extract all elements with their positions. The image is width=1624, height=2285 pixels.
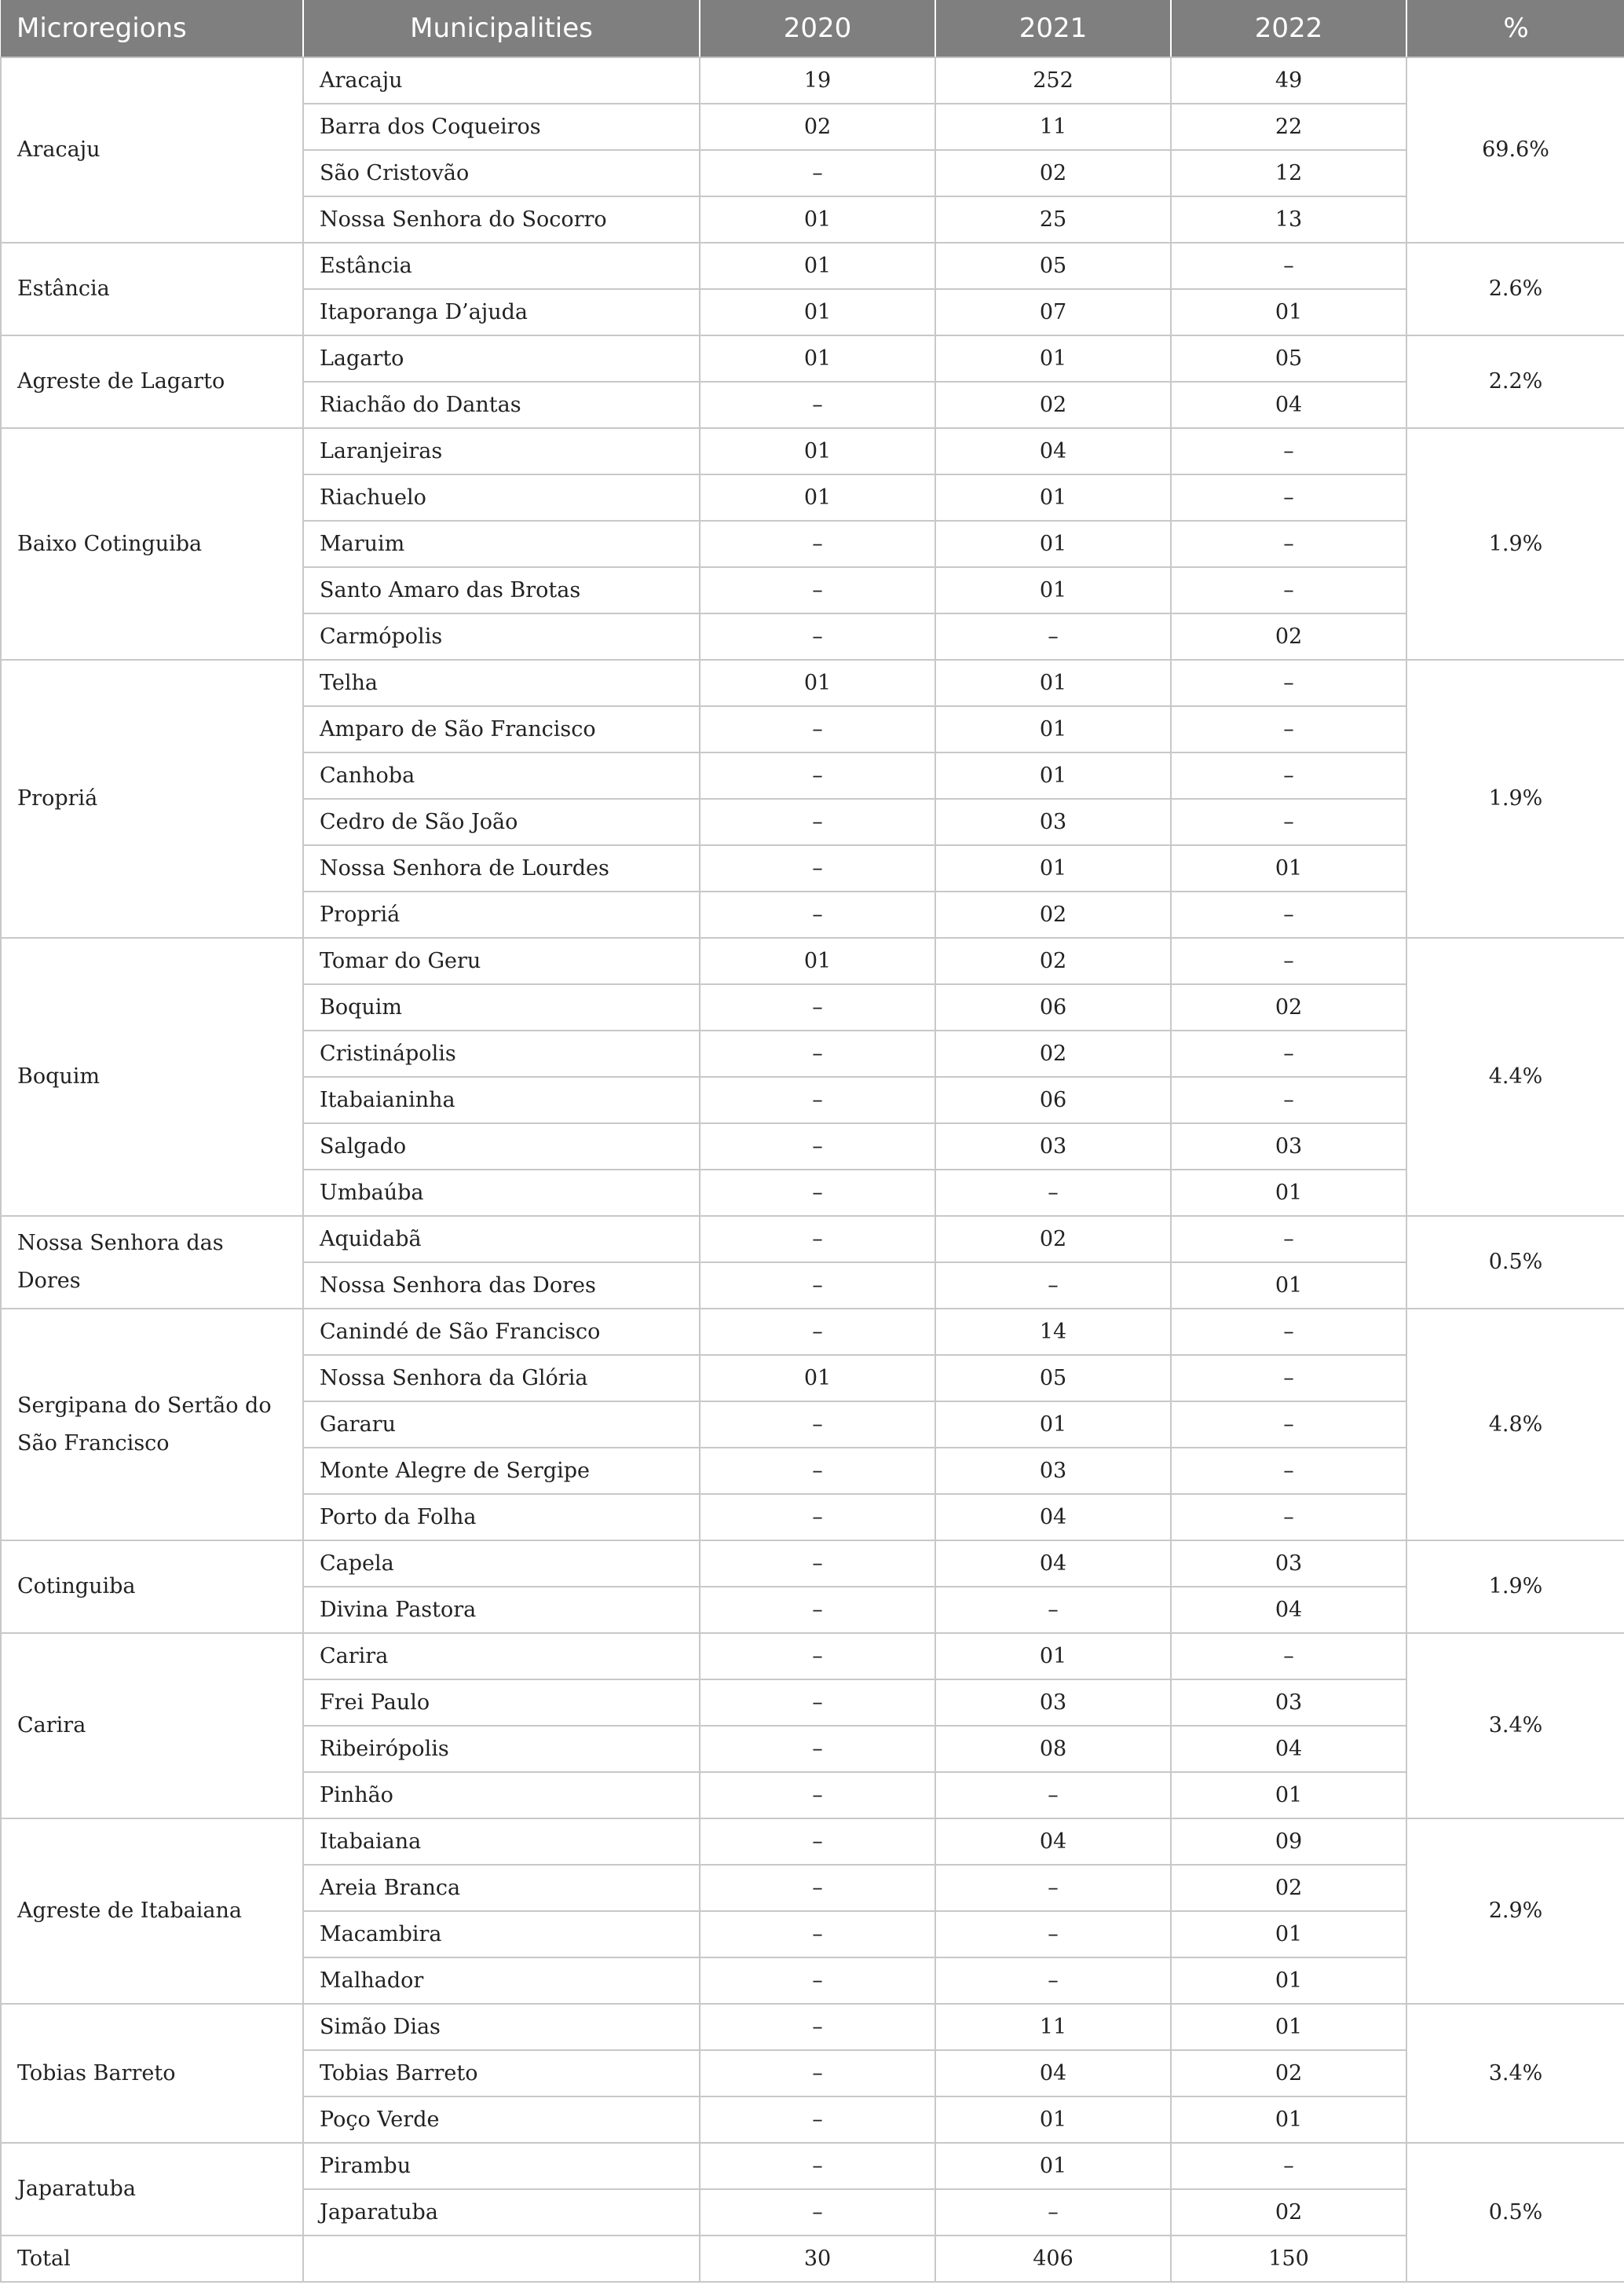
municipality-cell: Barra dos Coqueiros	[303, 104, 700, 150]
microregion-cell: Carira	[1, 1633, 303, 1818]
value-2021-cell: 01	[935, 753, 1171, 799]
table-row	[1, 2004, 1624, 2050]
value-2022-cell: 13	[1171, 196, 1406, 243]
value-2020-cell: –	[700, 613, 935, 660]
value-2021-cell: 02	[935, 150, 1171, 196]
total-2021-cell: 406	[935, 2236, 1171, 2282]
value-2020-cell: 01	[700, 660, 935, 706]
value-2021-cell: 14	[935, 1309, 1171, 1355]
value-2020-cell: 01	[700, 289, 935, 335]
value-2022-cell: 02	[1171, 2189, 1406, 2236]
value-2022-cell: 01	[1171, 1170, 1406, 1216]
value-2021-cell: 02	[935, 892, 1171, 938]
municipality-cell: Riachuelo	[303, 474, 700, 521]
municipality-cell: Divina Pastora	[303, 1587, 700, 1633]
municipality-cell: Tobias Barreto	[303, 2050, 700, 2096]
value-2021-cell: 01	[935, 1633, 1171, 1679]
value-2022-cell: 04	[1171, 1726, 1406, 1772]
value-2022-cell: 09	[1171, 1818, 1406, 1865]
value-2021-cell: –	[935, 1587, 1171, 1633]
microregion-cell: Agreste de Itabaiana	[1, 1818, 303, 2004]
value-2022-cell: 05	[1171, 335, 1406, 382]
value-2022-cell: 01	[1171, 845, 1406, 892]
value-2021-cell: –	[935, 1865, 1171, 1911]
value-2022-cell: 02	[1171, 613, 1406, 660]
value-2020-cell: –	[700, 1633, 935, 1679]
value-2020-cell: –	[700, 1494, 935, 1540]
value-2022-cell: –	[1171, 1448, 1406, 1494]
value-2021-cell: 04	[935, 1818, 1171, 1865]
municipality-cell: Canhoba	[303, 753, 700, 799]
microregion-cell: Japaratuba	[1, 2143, 303, 2236]
value-2020-cell: –	[700, 2050, 935, 2096]
value-2021-cell: 01	[935, 567, 1171, 613]
header-percent: %	[1406, 0, 1624, 57]
municipality-cell: Propriá	[303, 892, 700, 938]
value-2022-cell: 01	[1171, 1772, 1406, 1818]
table-row	[1, 1540, 1624, 1587]
value-2022-cell: 02	[1171, 1865, 1406, 1911]
microregion-cell: Aracaju	[1, 57, 303, 243]
value-2022-cell: 04	[1171, 382, 1406, 428]
municipality-cell: Monte Alegre de Sergipe	[303, 1448, 700, 1494]
value-2021-cell: 06	[935, 984, 1171, 1031]
value-2020-cell: –	[700, 706, 935, 753]
microregion-cell: Agreste de Lagarto	[1, 335, 303, 428]
value-2021-cell: –	[935, 1772, 1171, 1818]
municipality-cell: Japaratuba	[303, 2189, 700, 2236]
municipality-cell: Nossa Senhora de Lourdes	[303, 845, 700, 892]
municipality-cell: Nossa Senhora do Socorro	[303, 196, 700, 243]
value-2022-cell: 49	[1171, 57, 1406, 104]
municipality-cell: Itaporanga D’ajuda	[303, 289, 700, 335]
value-2022-cell: 03	[1171, 1679, 1406, 1726]
percent-cell: 0.5%	[1406, 1216, 1624, 1309]
value-2020-cell: –	[700, 1679, 935, 1726]
table-row	[1, 660, 1624, 706]
value-2022-cell: –	[1171, 567, 1406, 613]
value-2022-cell: –	[1171, 1031, 1406, 1077]
table-header	[1, 0, 1624, 57]
municipality-cell: Poço Verde	[303, 2096, 700, 2143]
municipality-cell: Laranjeiras	[303, 428, 700, 474]
value-2022-cell: –	[1171, 2143, 1406, 2189]
value-2020-cell: –	[700, 2004, 935, 2050]
municipality-cell: São Cristovão	[303, 150, 700, 196]
value-2021-cell: 04	[935, 428, 1171, 474]
value-2022-cell: 01	[1171, 1911, 1406, 1957]
value-2020-cell: –	[700, 1123, 935, 1170]
value-2020-cell: –	[700, 1726, 935, 1772]
value-2020-cell: –	[700, 1077, 935, 1123]
value-2022-cell: 01	[1171, 1262, 1406, 1309]
value-2020-cell: –	[700, 1216, 935, 1262]
value-2020-cell: –	[700, 150, 935, 196]
value-2020-cell: –	[700, 1448, 935, 1494]
municipality-cell: Pirambu	[303, 2143, 700, 2189]
value-2021-cell: 07	[935, 289, 1171, 335]
value-2020-cell: –	[700, 1911, 935, 1957]
percent-cell: 2.6%	[1406, 243, 1624, 335]
value-2021-cell: –	[935, 1957, 1171, 2004]
value-2022-cell: 01	[1171, 2004, 1406, 2050]
municipality-cell: Riachão do Dantas	[303, 382, 700, 428]
value-2020-cell: –	[700, 1170, 935, 1216]
total-municipality-cell	[303, 2236, 700, 2282]
value-2022-cell: 22	[1171, 104, 1406, 150]
value-2022-cell: –	[1171, 1077, 1406, 1123]
total-label: Total	[1, 2236, 303, 2282]
table-row	[1, 1818, 1624, 1865]
value-2021-cell: 04	[935, 1540, 1171, 1587]
header-row	[1, 0, 1624, 57]
header-2020: 2020	[700, 0, 935, 57]
municipality-cell: Lagarto	[303, 335, 700, 382]
value-2022-cell: –	[1171, 660, 1406, 706]
municipality-cell: Simão Dias	[303, 2004, 700, 2050]
microregion-cell: Boquim	[1, 938, 303, 1216]
value-2020-cell: –	[700, 845, 935, 892]
value-2022-cell: –	[1171, 428, 1406, 474]
value-2020-cell: –	[700, 1957, 935, 2004]
value-2020-cell: 02	[700, 104, 935, 150]
value-2021-cell: 05	[935, 243, 1171, 289]
table-row	[1, 2143, 1624, 2189]
percent-cell: 4.8%	[1406, 1309, 1624, 1540]
municipality-cell: Estância	[303, 243, 700, 289]
value-2021-cell: 03	[935, 799, 1171, 845]
value-2020-cell: –	[700, 892, 935, 938]
municipality-cell: Malhador	[303, 1957, 700, 2004]
value-2022-cell: 02	[1171, 984, 1406, 1031]
value-2021-cell: 01	[935, 1401, 1171, 1448]
table-row	[1, 428, 1624, 474]
table-row	[1, 1633, 1624, 1679]
municipality-cell: Telha	[303, 660, 700, 706]
microregion-cell: Cotinguiba	[1, 1540, 303, 1633]
table-row	[1, 57, 1624, 104]
municipality-cell: Porto da Folha	[303, 1494, 700, 1540]
table-row	[1, 938, 1624, 984]
value-2020-cell: –	[700, 1772, 935, 1818]
value-2022-cell: –	[1171, 1309, 1406, 1355]
municipality-cell: Aracaju	[303, 57, 700, 104]
percent-cell: 1.9%	[1406, 428, 1624, 660]
value-2022-cell: 02	[1171, 2050, 1406, 2096]
value-2020-cell: –	[700, 753, 935, 799]
municipality-cell: Maruim	[303, 521, 700, 567]
value-2022-cell: –	[1171, 799, 1406, 845]
percent-cell: 3.4%	[1406, 1633, 1624, 1818]
microregion-cell: Baixo Cotinguiba	[1, 428, 303, 660]
value-2020-cell: –	[700, 2096, 935, 2143]
value-2021-cell: 02	[935, 1216, 1171, 1262]
municipality-cell: Capela	[303, 1540, 700, 1587]
municipality-cell: Itabaiana	[303, 1818, 700, 1865]
municipality-cell: Pinhão	[303, 1772, 700, 1818]
municipality-cell: Itabaianinha	[303, 1077, 700, 1123]
value-2020-cell: –	[700, 1540, 935, 1587]
value-2021-cell: 01	[935, 2143, 1171, 2189]
value-2021-cell: 04	[935, 1494, 1171, 1540]
municipality-cell: Macambira	[303, 1911, 700, 1957]
value-2022-cell: –	[1171, 521, 1406, 567]
value-2020-cell: –	[700, 1401, 935, 1448]
value-2022-cell: –	[1171, 892, 1406, 938]
value-2022-cell: –	[1171, 938, 1406, 984]
value-2022-cell: –	[1171, 474, 1406, 521]
table-body	[1, 57, 1624, 2282]
table-row	[1, 243, 1624, 289]
value-2022-cell: 04	[1171, 1587, 1406, 1633]
municipality-cell: Aquidabã	[303, 1216, 700, 1262]
value-2021-cell: –	[935, 1262, 1171, 1309]
value-2020-cell: –	[700, 984, 935, 1031]
value-2022-cell: –	[1171, 753, 1406, 799]
value-2021-cell: 02	[935, 1031, 1171, 1077]
value-2020-cell: –	[700, 799, 935, 845]
value-2021-cell: 03	[935, 1679, 1171, 1726]
value-2020-cell: 01	[700, 938, 935, 984]
municipality-cell: Umbaúba	[303, 1170, 700, 1216]
municipality-cell: Areia Branca	[303, 1865, 700, 1911]
value-2020-cell: 01	[700, 1355, 935, 1401]
municipality-cell: Boquim	[303, 984, 700, 1031]
header-2022: 2022	[1171, 0, 1406, 57]
value-2022-cell: –	[1171, 1355, 1406, 1401]
value-2021-cell: 11	[935, 104, 1171, 150]
value-2022-cell: 03	[1171, 1540, 1406, 1587]
value-2021-cell: –	[935, 1170, 1171, 1216]
value-2020-cell: 01	[700, 428, 935, 474]
table-row	[1, 1309, 1624, 1355]
value-2020-cell: –	[700, 567, 935, 613]
municipality-cell: Amparo de São Francisco	[303, 706, 700, 753]
value-2021-cell: 05	[935, 1355, 1171, 1401]
value-2020-cell: –	[700, 1262, 935, 1309]
value-2022-cell: 01	[1171, 289, 1406, 335]
value-2020-cell: –	[700, 2143, 935, 2189]
value-2021-cell: 06	[935, 1077, 1171, 1123]
value-2020-cell: –	[700, 1309, 935, 1355]
value-2021-cell: 02	[935, 382, 1171, 428]
microregion-cell: Propriá	[1, 660, 303, 938]
microregion-cell: Tobias Barreto	[1, 2004, 303, 2143]
value-2022-cell: 12	[1171, 150, 1406, 196]
value-2022-cell: –	[1171, 1494, 1406, 1540]
percent-cell: 4.4%	[1406, 938, 1624, 1216]
percent-cell: 2.9%	[1406, 1818, 1624, 2004]
municipality-cell: Cristinápolis	[303, 1031, 700, 1077]
value-2020-cell: 01	[700, 196, 935, 243]
value-2021-cell: 01	[935, 474, 1171, 521]
percent-cell: 2.2%	[1406, 335, 1624, 428]
value-2020-cell: 01	[700, 335, 935, 382]
value-2021-cell: 08	[935, 1726, 1171, 1772]
microregion-cell: Sergipana do Sertão do São Francisco	[1, 1309, 303, 1540]
value-2021-cell: –	[935, 613, 1171, 660]
value-2021-cell: 01	[935, 521, 1171, 567]
value-2020-cell: –	[700, 1818, 935, 1865]
municipality-cell: Ribeirópolis	[303, 1726, 700, 1772]
municipality-cell: Tomar do Geru	[303, 938, 700, 984]
municipality-cell: Nossa Senhora das Dores	[303, 1262, 700, 1309]
value-2021-cell: 02	[935, 938, 1171, 984]
municipality-cell: Santo Amaro das Brotas	[303, 567, 700, 613]
header-microregions: Microregions	[1, 0, 303, 57]
municipality-cell: Gararu	[303, 1401, 700, 1448]
value-2021-cell: 01	[935, 2096, 1171, 2143]
total-row	[1, 2236, 1624, 2282]
value-2020-cell: 01	[700, 474, 935, 521]
value-2020-cell: 01	[700, 243, 935, 289]
value-2021-cell: 04	[935, 2050, 1171, 2096]
value-2021-cell: 01	[935, 335, 1171, 382]
municipality-cell: Carira	[303, 1633, 700, 1679]
percent-cell: 69.6%	[1406, 57, 1624, 243]
percent-cell: 1.9%	[1406, 1540, 1624, 1633]
value-2022-cell: –	[1171, 1401, 1406, 1448]
municipality-cell: Frei Paulo	[303, 1679, 700, 1726]
value-2022-cell: 03	[1171, 1123, 1406, 1170]
municipality-cell: Cedro de São João	[303, 799, 700, 845]
value-2022-cell: –	[1171, 243, 1406, 289]
value-2020-cell: –	[700, 1587, 935, 1633]
value-2022-cell: –	[1171, 706, 1406, 753]
value-2021-cell: 03	[935, 1123, 1171, 1170]
value-2021-cell: 01	[935, 845, 1171, 892]
value-2021-cell: 01	[935, 660, 1171, 706]
value-2021-cell: 252	[935, 57, 1171, 104]
municipality-cell: Nossa Senhora da Glória	[303, 1355, 700, 1401]
header-2021: 2021	[935, 0, 1171, 57]
total-2022-cell: 150	[1171, 2236, 1406, 2282]
value-2021-cell: 25	[935, 196, 1171, 243]
table-row	[1, 335, 1624, 382]
value-2022-cell: –	[1171, 1216, 1406, 1262]
value-2022-cell: 01	[1171, 2096, 1406, 2143]
municipality-cell: Carmópolis	[303, 613, 700, 660]
microregion-cell: Estância	[1, 243, 303, 335]
total-2020-cell: 30	[700, 2236, 935, 2282]
municipality-cell: Canindé de São Francisco	[303, 1309, 700, 1355]
value-2021-cell: 11	[935, 2004, 1171, 2050]
percent-cell: 1.9%	[1406, 660, 1624, 938]
value-2021-cell: 03	[935, 1448, 1171, 1494]
value-2020-cell: –	[700, 1865, 935, 1911]
value-2021-cell: –	[935, 2189, 1171, 2236]
value-2020-cell: 19	[700, 57, 935, 104]
percent-cell: 3.4%	[1406, 2004, 1624, 2143]
microregion-cell: Nossa Senhora das Dores	[1, 1216, 303, 1309]
value-2020-cell: –	[700, 1031, 935, 1077]
value-2022-cell: 01	[1171, 1957, 1406, 2004]
value-2021-cell: –	[935, 1911, 1171, 1957]
header-municipalities: Municipalities	[303, 0, 700, 57]
value-2021-cell: 01	[935, 706, 1171, 753]
municipality-cell: Salgado	[303, 1123, 700, 1170]
value-2020-cell: –	[700, 2189, 935, 2236]
value-2022-cell: –	[1171, 1633, 1406, 1679]
table-row	[1, 1216, 1624, 1262]
value-2020-cell: –	[700, 521, 935, 567]
percent-cell: 0.5%	[1406, 2143, 1624, 2282]
value-2020-cell: –	[700, 382, 935, 428]
